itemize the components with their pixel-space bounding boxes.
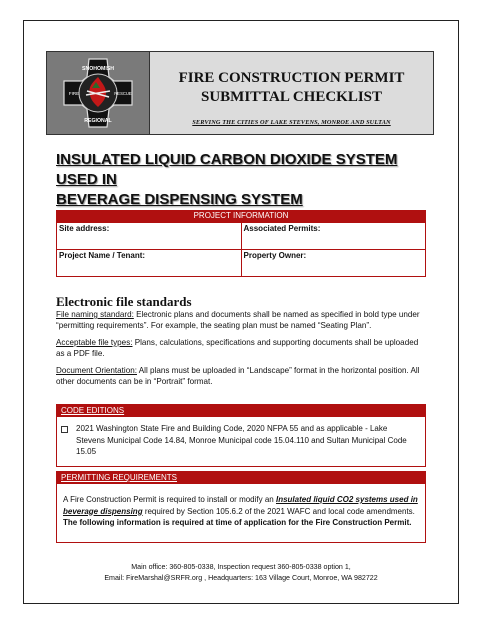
logo-left-text: FIRE [68,91,80,96]
permitting-system-name: Insulated liquid CO2 systems used in beverage dispensing [63,495,418,516]
permitting-requirements-text [57,484,425,535]
code-editions-checkbox[interactable] [61,426,68,433]
permitting-requirements-header-label: PERMITTING REQUIREMENTS [61,473,178,482]
code-editions-item [57,417,425,464]
document-title-line-1: INSULATED LIQUID CARBON DIOXIDE SYSTEM USED IN [56,151,398,188]
property-owner-field[interactable]: Property Owner: [241,250,426,277]
logo-bottom-text: REGIONAL [84,118,112,124]
footer-line-1: Main office: 360-805-0338, Inspection request 360-805-0338 option 1, [131,563,351,571]
file-types-text: Plans, calculations, specifications and supporting documents shall be uploaded as a PDF file. [56,338,419,359]
footer-line-2: Email: FireMarshal@SRFR.org , Headquarters: 163 Village Court, Monroe, WA 982722 [104,574,378,582]
code-editions-text: 2021 Washington State Fire and Building Code, 2020 NFPA 55 and as applicable - Lake Stevens Municipal Code 14.84, Monroe Municipal code 15.04.110 and Sultan Municipal Code 15.05 [76,424,407,456]
orientation-text: All plans must be uploaded in “Landscape” format in the horizontal position. All other documents can be in “Portrait” format. [56,366,420,387]
title-panel [150,51,434,135]
logo-top-text: SNOHOMISH [82,66,114,72]
permitting-required-info: The following information is required at time of application for the Fire Construction Permit. [63,518,412,527]
file-naming-label: File naming standard: [56,310,134,319]
code-editions-header-label: CODE EDITIONS [61,406,125,415]
title-line-1: FIRE CONSTRUCTION PERMIT [178,70,405,86]
document-title-line-2: BEVERAGE DISPENSING SYSTEM [56,191,303,208]
document-title [56,150,416,210]
logo-panel [46,51,150,135]
code-editions-header [57,405,425,417]
site-address-field[interactable]: Site address: [57,223,242,250]
project-name-field[interactable]: Project Name / Tenant: [57,250,242,277]
document-header [46,51,434,135]
electronic-standards-heading: Electronic file standards [56,294,192,309]
logo-right-text: RESCUE [114,91,132,96]
orientation-label: Document Orientation: [56,366,137,375]
service-area-subtitle: SERVING THE CITIES OF LAKE STEVENS, MONROE AND SULTAN [192,119,391,126]
code-editions-box [56,404,426,467]
file-types-paragraph [56,337,428,359]
project-information-table [56,210,426,277]
permitting-text-1: A Fire Construction Permit is required to install or modify an [63,495,276,504]
footer [23,562,459,584]
permitting-requirements-header [57,472,425,484]
permitting-text-2: required by Section 105.6.2 of the 2021 WAFC and local code amendments. [142,506,415,516]
project-information-header: PROJECT INFORMATION [57,211,426,223]
fire-department-logo-icon [62,57,134,129]
file-naming-text: Electronic plans and documents shall be named as specified in bold type under “permitting requirements”. For example, the seating plan must be named “Seating Plan”. [56,310,420,331]
title-line-2: SUBMITTAL CHECKLIST [200,89,383,105]
file-types-label: Acceptable file types: [56,338,133,347]
file-naming-paragraph [56,309,428,331]
permitting-requirements-box [56,471,426,543]
orientation-paragraph [56,365,428,387]
associated-permits-field[interactable]: Associated Permits: [241,223,426,250]
